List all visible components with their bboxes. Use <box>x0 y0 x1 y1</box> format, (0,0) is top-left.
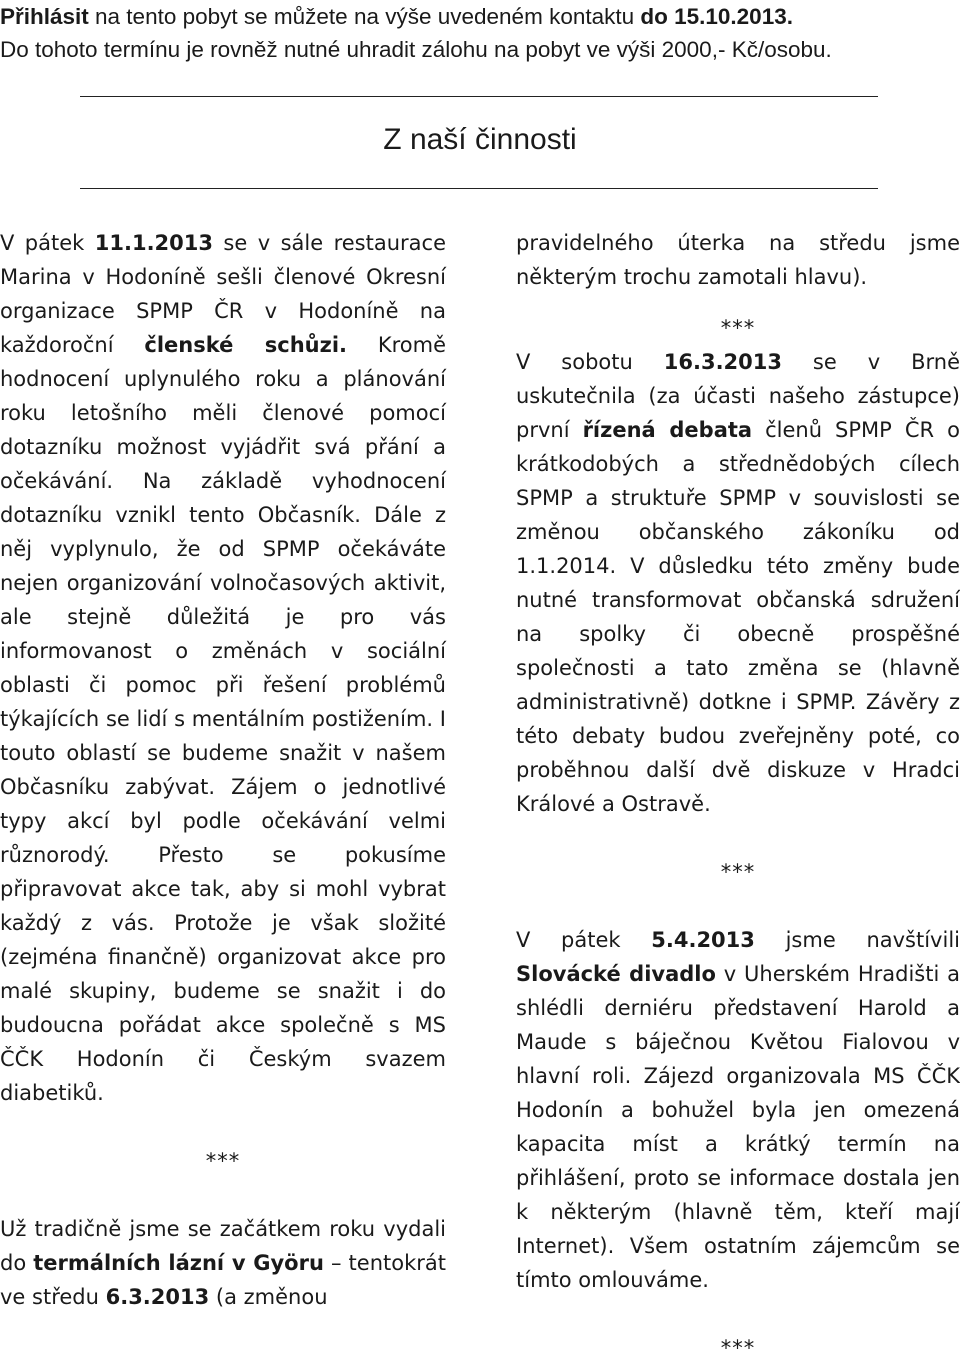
article-text: v Uherském Hradišti a shlédli derniéru představení Harold a Maude s báječnou Květou Fialovou v hlavní roli. Zájezd organizovala MS ČČK Hodonín a bohužel byla jen omezená kapacita míst a krátký termín na přihlášení, proto se informace dostala jen k některým (hlavně těm, kteří mají Internet). Všem ostatním zájemcům se tímto omlouváme. <box>516 962 960 1292</box>
article-bold-phrase: Slovácké divadlo <box>516 962 716 986</box>
intro-line-2: Do tohoto termínu je rovněž nutné uhradit zálohu na pobyt ve výši 2000,- Kč/osobu. <box>0 37 832 62</box>
article-text: Už tradičně jsme se začátkem roku vydali do <box>0 1217 446 1275</box>
intro-bold-signup: Přihlásit <box>0 4 89 29</box>
article-text: V pátek <box>0 231 95 255</box>
article-text: – tentokrát ve středu <box>0 1251 446 1309</box>
article-text: se v Brně uskutečnila (za účasti našeho zástupce) první <box>516 350 960 442</box>
article-theatre <box>516 923 960 1297</box>
intro-line-1 <box>0 0 952 33</box>
intro-paragraph <box>0 0 952 66</box>
article-date: 6.3.2013 <box>105 1285 210 1309</box>
article-date: 16.3.2013 <box>663 350 782 374</box>
section-title: Z naší činnosti <box>383 123 577 156</box>
article-text: (a změnou <box>209 1285 328 1309</box>
article-continuation: pravidelného úterka na středu jsme některým trochu zamotali hlavu). <box>516 231 960 289</box>
separator: *** <box>720 316 756 340</box>
separator: *** <box>720 860 756 884</box>
article-members-meeting <box>0 226 446 1110</box>
intro-bold-deadline: do 15.10.2013. <box>640 4 793 29</box>
article-text: jsme navštívili <box>754 928 960 952</box>
top-divider <box>80 96 878 97</box>
article-date: 11.1.2013 <box>94 231 213 255</box>
intro-text: na tento pobyt se můžete na výše uvedeném kontaktu <box>88 4 641 29</box>
article-bold-phrase: termálních lázní v Györu <box>33 1251 324 1275</box>
article-bold-phrase: řízená debata <box>582 418 753 442</box>
left-column <box>0 226 446 1314</box>
separator: *** <box>720 1336 756 1360</box>
article-text: Kromě hodnocení uplynulého roku a plánování roku letošního měli členové pomocí dotazníku možnost vyjádřit svá přání a očekávání. Na základě vyhodnocení dotazníku vznikl tento Občasník. Dále z něj vyplynulo, že od SPMP očekáváte nejen organizování volnočasových aktivit, ale stejně důležitá je pro vás informovanost o změnách v sociální oblasti či pomoc při řešení problémů týkajících se lidí s mentálním postižením. I touto oblastí se budeme snažit v našem Občasníku zabývat. Zájem o jednotlivé typy akcí byl podle očekávání velmi různorodý. Přesto se pokusíme připravovat akce tak, aby si mohl vybrat každý z vás. Protože je však složité (zejména finančně) organizovat akce pro malé skupiny, budeme se snažit i do budoucna pořádat akce společně s MS ČČK Hodonín či Českým svazem diabetiků. <box>0 333 447 1105</box>
article-debate <box>516 345 960 821</box>
article-thermal-spa <box>0 1212 446 1314</box>
article-bold-phrase: členské schůzi. <box>144 333 348 357</box>
article-date: 5.4.2013 <box>651 928 755 952</box>
bottom-divider <box>80 188 878 189</box>
article-text: V sobotu <box>516 350 664 374</box>
right-column <box>516 226 960 1365</box>
article-text: se v sále restaurace Marina v Hodoníně sešli členové Okresní organizace SPMP ČR v Hodoníně na každoroční <box>0 231 446 357</box>
article-text: členů SPMP ČR o krátkodobých a střednědobých cílech SPMP a struktuře SPMP v souvislosti se změnou občanského zákoníku od 1.1.2014. V důsledku této změny bude nutné transformovat občanská sdružení na spolky či obecně prospěšné společnosti a tato změna se (hlavně administrativně) dotkne i SPMP. Závěry z této debaty budou zveřejněny poté, co proběhnou další dvě diskuze v Hradci Králové a Ostravě. <box>516 418 960 816</box>
article-text: V pátek <box>516 928 652 952</box>
separator: *** <box>205 1149 241 1173</box>
